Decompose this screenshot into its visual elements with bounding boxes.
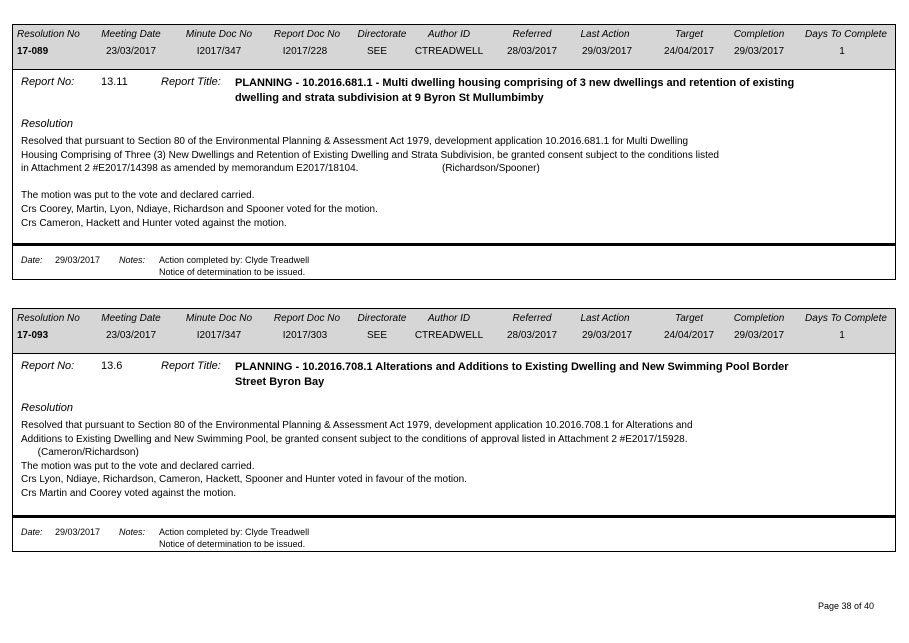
report-title-label: Report Title: bbox=[161, 76, 221, 88]
column-header-directorate: Directorate bbox=[357, 29, 407, 40]
notes-label: Notes: bbox=[119, 527, 146, 537]
column-header-meeting-date: Meeting Date bbox=[101, 29, 161, 40]
resolution-line: Crs Coorey, Martin, Lyon, Ndiaye, Richardson and Spooner voted for the motion. bbox=[21, 203, 378, 215]
author-id: CTREADWELL bbox=[414, 46, 484, 57]
column-header-resolution-no: Resolution No bbox=[17, 29, 80, 40]
notes-label: Notes: bbox=[119, 255, 146, 265]
meeting-date: 23/03/2017 bbox=[105, 330, 157, 341]
resolution-record bbox=[12, 308, 896, 552]
date-label: Date: bbox=[21, 527, 43, 537]
column-header-author-id: Author ID bbox=[427, 29, 471, 40]
column-header-minute-doc-no: Minute Doc No bbox=[185, 313, 253, 324]
resolution-record bbox=[12, 24, 896, 280]
directorate: SEE bbox=[366, 46, 388, 57]
page-number: Page 38 of 40 bbox=[818, 601, 875, 611]
resolution-no: 17-089 bbox=[17, 46, 49, 57]
resolution-line: Crs Lyon, Ndiaye, Richardson, Cameron, Hackett, Spooner and Hunter voted in favour of the motion. bbox=[21, 474, 467, 486]
action-date: 29/03/2017 bbox=[55, 527, 101, 537]
notes-line: Notice of determination to be issued. bbox=[159, 539, 306, 549]
referred-date: 28/03/2017 bbox=[506, 46, 558, 57]
resolution-line: The motion was put to the vote and declared carried. bbox=[21, 190, 255, 202]
record-body bbox=[12, 70, 896, 244]
record-footer bbox=[12, 244, 896, 280]
days-to-complete: 1 bbox=[839, 46, 845, 57]
report-title: PLANNING - 10.2016.708.1 Alterations and Additions to Existing Dwelling and New Swimming Pool Border Street Byron Bay bbox=[235, 361, 789, 388]
action-date: 29/03/2017 bbox=[55, 255, 101, 265]
report-title-label: Report Title: bbox=[161, 360, 221, 372]
author-id: CTREADWELL bbox=[414, 330, 484, 341]
column-header-target: Target bbox=[675, 29, 703, 40]
resolution-line: Resolved that pursuant to Section 80 of the Environmental Planning & Assessment Act 1979, development application 10.2016.681.1 for Multi Dwelling bbox=[21, 136, 689, 147]
resolution-line: Housing Comprising of Three (3) New Dwellings and Retention of Existing Dwelling and Strata Subdivision, be granted consent subject to the conditions listed bbox=[21, 149, 719, 161]
column-header-report-doc-no: Report Doc No bbox=[273, 313, 341, 324]
report-doc-no: I2017/303 bbox=[282, 330, 328, 341]
resolution-line: Additions to Existing Dwelling and New Swimming Pool, be granted consent subject to the conditions of approval listed in Attachment 2 #E2017/15928. bbox=[21, 433, 688, 445]
date-label: Date: bbox=[21, 255, 43, 265]
resolution-text bbox=[21, 419, 781, 501]
resolution-line: (Cameron/Richardson) bbox=[21, 447, 139, 459]
report-no: 13.11 bbox=[101, 76, 128, 88]
record-body bbox=[12, 354, 896, 516]
column-header-completion: Completion bbox=[733, 29, 785, 40]
notes-line: Action completed by: Clyde Treadwell bbox=[159, 527, 310, 537]
movers: (Richardson/Spooner) bbox=[442, 163, 540, 175]
report-no: 13.6 bbox=[101, 360, 123, 372]
notes-line: Notice of determination to be issued. bbox=[159, 267, 306, 277]
resolution-line bbox=[21, 176, 781, 190]
column-header-referred: Referred bbox=[512, 313, 552, 324]
column-header-minute-doc-no: Minute Doc No bbox=[185, 29, 253, 40]
record-footer bbox=[12, 516, 896, 552]
column-header-referred: Referred bbox=[512, 29, 552, 40]
resolution-line-text: in Attachment 2 #E2017/14398 as amended by memorandum E2017/18104. bbox=[21, 163, 359, 175]
target-date: 24/04/2017 bbox=[663, 330, 715, 341]
directorate: SEE bbox=[366, 330, 388, 341]
target-date: 24/04/2017 bbox=[663, 46, 715, 57]
completion-date: 29/03/2017 bbox=[733, 46, 785, 57]
report-title: PLANNING - 10.2016.681.1 - Multi dwelling housing comprising of 3 new dwellings and retention of existing dwelling and strata subdivision at 9 Byron St Mullumbimby bbox=[235, 77, 795, 104]
column-header-days-to-complete: Days To Complete bbox=[805, 29, 887, 40]
days-to-complete: 1 bbox=[839, 330, 845, 341]
resolution-line: The motion was put to the vote and declared carried. bbox=[21, 460, 255, 472]
minute-doc-no: I2017/347 bbox=[196, 330, 242, 341]
report-no-label: Report No: bbox=[21, 360, 75, 372]
record-header bbox=[12, 24, 896, 70]
completion-date: 29/03/2017 bbox=[733, 330, 785, 341]
resolution-line bbox=[21, 162, 781, 176]
last-action-date: 29/03/2017 bbox=[581, 46, 633, 57]
resolution-line: Crs Cameron, Hackett and Hunter voted against the motion. bbox=[21, 217, 287, 229]
meeting-date: 23/03/2017 bbox=[105, 46, 157, 57]
resolution-no: 17-093 bbox=[17, 330, 49, 341]
column-header-meeting-date: Meeting Date bbox=[101, 313, 161, 324]
minute-doc-no: I2017/347 bbox=[196, 46, 242, 57]
column-header-last-action: Last Action bbox=[580, 29, 630, 40]
resolution-line: Crs Martin and Coorey voted against the motion. bbox=[21, 487, 237, 499]
column-header-report-doc-no: Report Doc No bbox=[273, 29, 341, 40]
resolution-text bbox=[21, 135, 781, 230]
column-header-target: Target bbox=[675, 313, 703, 324]
column-header-author-id: Author ID bbox=[427, 313, 471, 324]
column-header-resolution-no: Resolution No bbox=[17, 313, 80, 324]
resolution-heading: Resolution bbox=[21, 118, 73, 130]
column-header-days-to-complete: Days To Complete bbox=[805, 313, 887, 324]
record-header bbox=[12, 308, 896, 354]
referred-date: 28/03/2017 bbox=[506, 330, 558, 341]
resolution-line: Resolved that pursuant to Section 80 of the Environmental Planning & Assessment Act 1979, development application 10.2016.708.1 for Alterations and bbox=[21, 420, 693, 431]
column-header-last-action: Last Action bbox=[580, 313, 630, 324]
last-action-date: 29/03/2017 bbox=[581, 330, 633, 341]
resolution-heading: Resolution bbox=[21, 402, 73, 414]
report-doc-no: I2017/228 bbox=[282, 46, 328, 57]
column-header-completion: Completion bbox=[733, 313, 785, 324]
notes-line: Action completed by: Clyde Treadwell bbox=[159, 255, 310, 265]
column-header-directorate: Directorate bbox=[357, 313, 407, 324]
report-no-label: Report No: bbox=[21, 76, 75, 88]
